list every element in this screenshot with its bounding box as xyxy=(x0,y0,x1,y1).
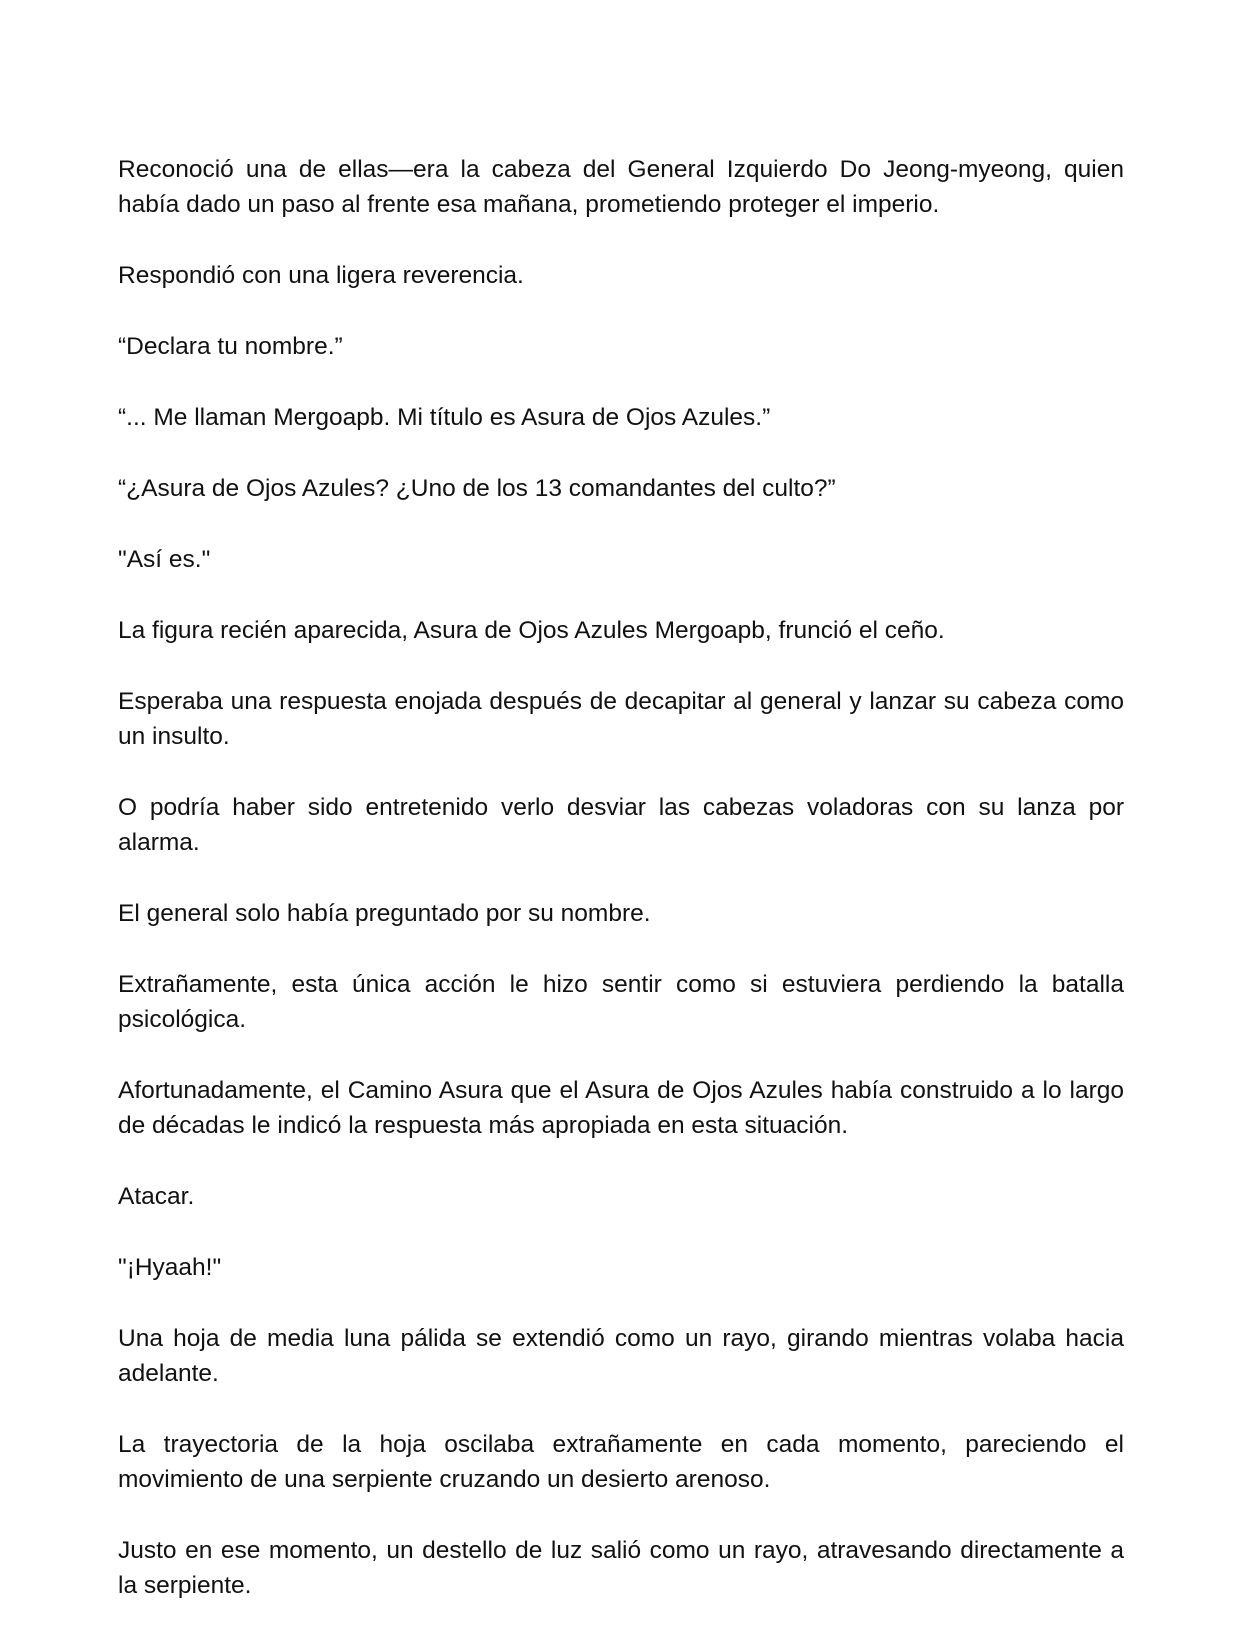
paragraph: Justo en ese momento, un destello de luz salió como un rayo, atravesando directamente a la serpiente. xyxy=(118,1537,1124,1599)
paragraph: Esperaba una respuesta enojada después de decapitar al general y lanzar su cabeza como un insulto. xyxy=(118,688,1124,750)
paragraph: Afortunadamente, el Camino Asura que el Asura de Ojos Azules había construido a lo largo de décadas le indicó la respuesta más apropiada en esta situación. xyxy=(118,1077,1124,1139)
paragraph: Extrañamente, esta única acción le hizo sentir como si estuviera perdiendo la batalla psicológica. xyxy=(118,971,1124,1033)
paragraph: La figura recién aparecida, Asura de Ojos Azules Mergoapb, frunció el ceño. xyxy=(118,617,945,644)
paragraph: "¡Hyaah!" xyxy=(118,1254,222,1281)
paragraph: Una hoja de media luna pálida se extendió como un rayo, girando mientras volaba hacia adelante. xyxy=(118,1325,1124,1387)
paragraph: “¿Asura de Ojos Azules? ¿Uno de los 13 comandantes del culto?” xyxy=(118,475,836,502)
paragraph: El general solo había preguntado por su nombre. xyxy=(118,900,651,927)
document-body xyxy=(118,152,1124,1639)
paragraph: Reconoció una de ellas—era la cabeza del General Izquierdo Do Jeong-myeong, quien había dado un paso al frente esa mañana, prometiendo proteger el imperio. xyxy=(118,156,1124,218)
paragraph: La trayectoria de la hoja oscilaba extrañamente en cada momento, pareciendo el movimiento de una serpiente cruzando un desierto arenoso. xyxy=(118,1431,1124,1493)
paragraph: “Declara tu nombre.” xyxy=(118,333,343,360)
paragraph: "Así es." xyxy=(118,546,211,573)
paragraph: “... Me llaman Mergoapb. Mi título es Asura de Ojos Azules.” xyxy=(118,404,771,431)
paragraph: Respondió con una ligera reverencia. xyxy=(118,262,524,289)
paragraph: O podría haber sido entretenido verlo desviar las cabezas voladoras con su lanza por alarma. xyxy=(118,794,1124,856)
paragraph: Atacar. xyxy=(118,1183,195,1210)
